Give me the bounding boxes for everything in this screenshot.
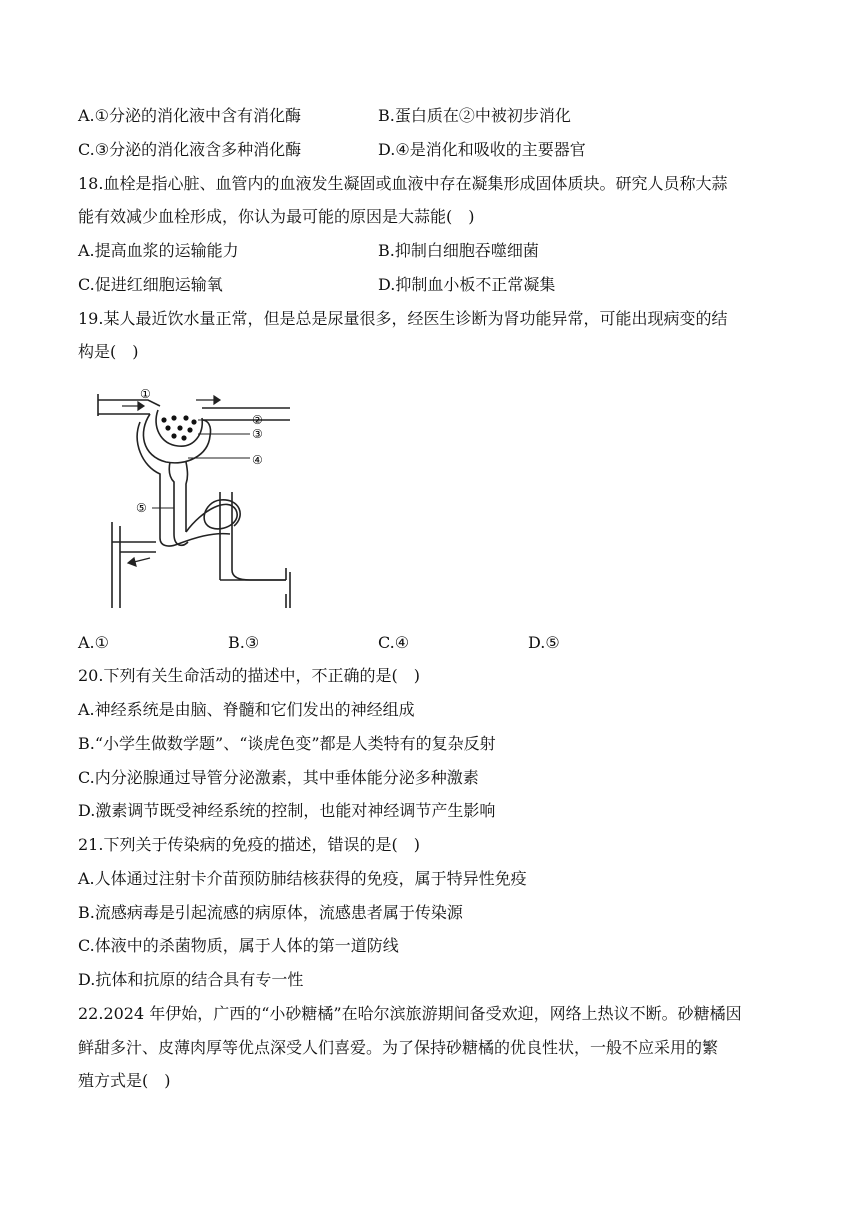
q21-option-d: D.抗体和抗原的结合具有专一性 <box>78 970 304 989</box>
q22-stem-line2: 鲜甜多汁、皮薄肉厚等优点深受人们喜爱。为了保持砂糖橘的优良性状，一般不应采用的繁 <box>78 1038 719 1057</box>
q20-option-b: B.“小学生做数学题”、“谈虎色变”都是人类特有的复杂反射 <box>78 734 496 753</box>
q19-stem-line1: 19.某人最近饮水量正常，但是总是尿量很多，经医生诊断为肾功能异常，可能出现病变的结 <box>78 309 728 328</box>
q17-option-c: C.③分泌的消化液含多种消化酶 <box>78 140 302 159</box>
label-4: ④ <box>252 453 263 467</box>
q19-option-b: B.③ <box>228 633 260 652</box>
label-2: ② <box>252 413 263 427</box>
q18-option-c: C.促进红细胞运输氧 <box>78 275 223 294</box>
q19-stem-line2: 构是( ) <box>78 342 139 361</box>
q21-option-c: C.体液中的杀菌物质，属于人体的第一道防线 <box>78 936 399 955</box>
q22-stem-line1: 22.2024 年伊始，广西的“小砂糖橘”在哈尔滨旅游期间备受欢迎，网络上热议不断。砂糖橘因 <box>78 1004 742 1023</box>
nephron-svg <box>90 382 320 614</box>
q17-option-a: A.①分泌的消化液中含有消化酶 <box>78 106 301 125</box>
q21-stem: 21.下列关于传染病的免疫的描述，错误的是( ) <box>78 835 420 854</box>
q20-option-d: D.激素调节既受神经系统的控制，也能对神经调节产生影响 <box>78 801 496 820</box>
q18-stem-line2: 能有效减少血栓形成，你认为最可能的原因是大蒜能( ) <box>78 207 475 226</box>
q17-option-b: B.蛋白质在②中被初步消化 <box>378 106 571 125</box>
q18-option-d: D.抑制血小板不正常凝集 <box>378 275 556 294</box>
q22-stem-line3: 殖方式是( ) <box>78 1071 171 1090</box>
q21-option-b: B.流感病毒是引起流感的病原体，流感患者属于传染源 <box>78 903 463 922</box>
label-5: ⑤ <box>136 501 147 515</box>
q20-stem: 20.下列有关生命活动的描述中，不正确的是( ) <box>78 666 420 685</box>
q19-option-a: A.① <box>78 633 109 652</box>
q21-option-a: A.人体通过注射卡介苗预防肺结核获得的免疫，属于特异性免疫 <box>78 869 527 888</box>
q18-option-a: A.提高血浆的运输能力 <box>78 241 239 260</box>
q17-option-d: D.④是消化和吸收的主要器官 <box>378 140 586 159</box>
label-3: ③ <box>252 427 263 441</box>
q20-option-a: A.神经系统是由脑、脊髓和它们发出的神经组成 <box>78 700 415 719</box>
q18-stem-line1: 18.血栓是指心脏、血管内的血液发生凝固或血液中存在凝集形成固体质块。研究人员称大蒜 <box>78 174 728 193</box>
q20-option-c: C.内分泌腺通过导管分泌激素，其中垂体能分泌多种激素 <box>78 768 479 787</box>
q18-option-b: B.抑制白细胞吞噬细菌 <box>378 241 539 260</box>
q19-option-c: C.④ <box>378 633 410 652</box>
label-1: ① <box>140 387 151 401</box>
nephron-diagram <box>90 382 320 614</box>
q19-option-d: D.⑤ <box>528 633 560 652</box>
